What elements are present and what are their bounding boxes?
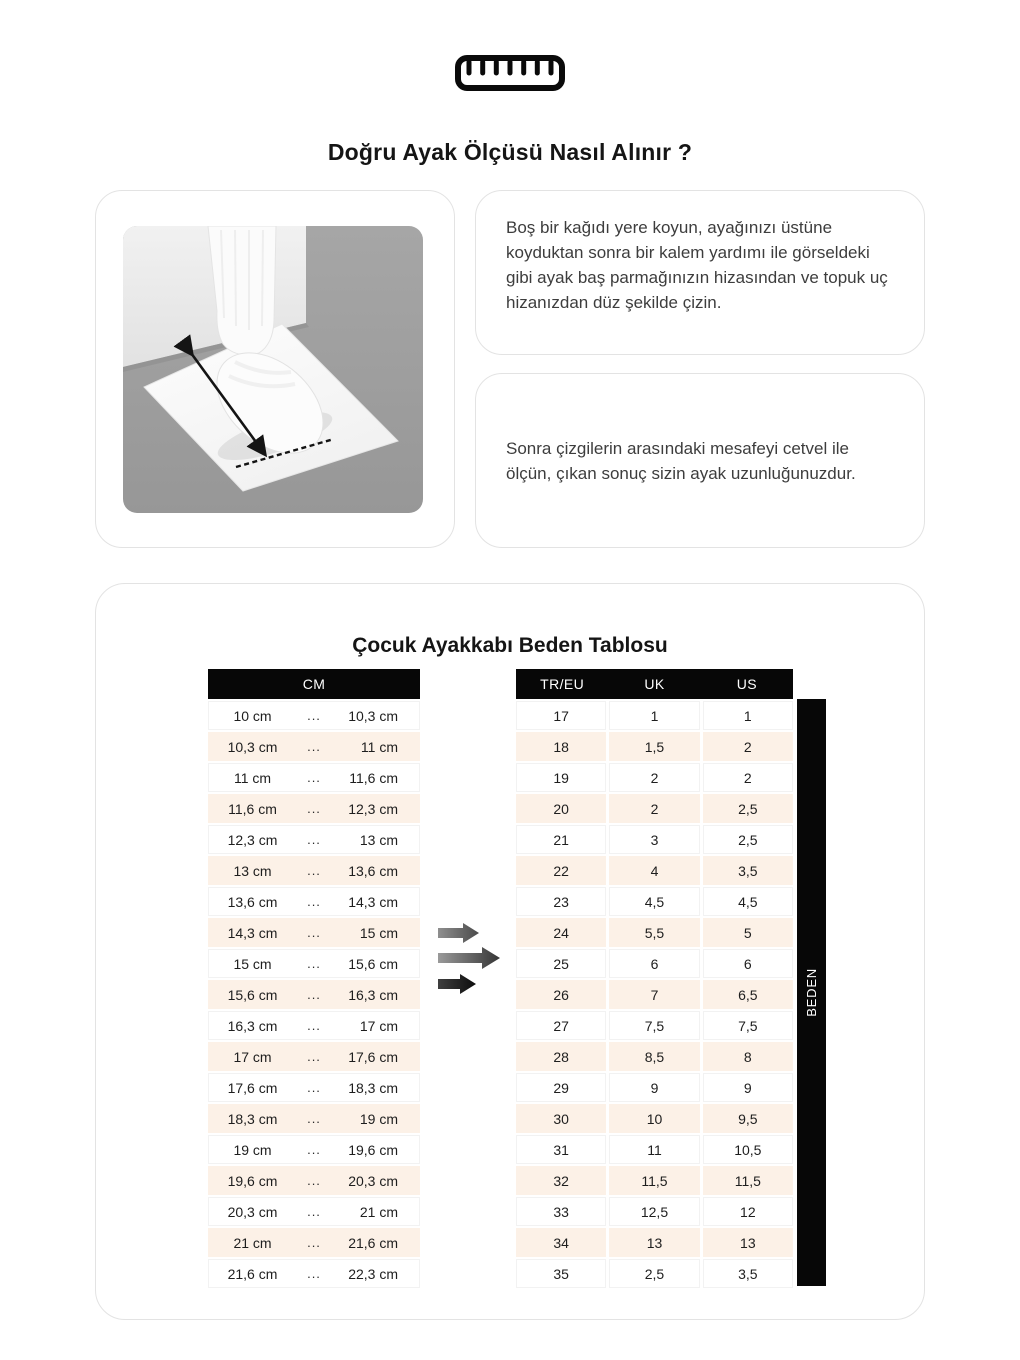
cm-to: 11,6 cm [349, 769, 398, 786]
table-row [208, 887, 420, 916]
cm-from: 12,3 cm [227, 831, 278, 848]
size-us: 2,5 [703, 825, 793, 854]
size-uk: 10 [609, 1104, 699, 1133]
instruction-card-2 [475, 373, 925, 548]
size-tr-eu: 31 [516, 1135, 606, 1164]
size-tr-eu: 29 [516, 1073, 606, 1102]
size-tr-eu: 32 [516, 1166, 606, 1195]
size-us: 3,5 [703, 1259, 793, 1288]
table-row [516, 980, 793, 1009]
instruction-card-1 [475, 190, 925, 355]
size-uk: 4,5 [609, 887, 699, 916]
size-uk: 5,5 [609, 918, 699, 947]
size-us: 3,5 [703, 856, 793, 885]
cm-sep: ... [307, 1266, 321, 1281]
cm-to: 18,3 cm [348, 1079, 398, 1096]
size-uk: 1 [609, 701, 699, 730]
table-row [208, 1197, 420, 1226]
size-tr-eu: 27 [516, 1011, 606, 1040]
size-tr-eu: 18 [516, 732, 606, 761]
size-uk: 9 [609, 1073, 699, 1102]
cm-sep: ... [307, 770, 321, 785]
table-row [208, 763, 420, 792]
size-table-header-us: US [736, 676, 757, 692]
size-table-header [516, 669, 793, 699]
table-row [208, 1042, 420, 1071]
table-row [516, 1135, 793, 1164]
cm-to: 19 cm [359, 1110, 398, 1127]
cm-to: 22,3 cm [348, 1265, 398, 1282]
beden-side-label: BEDEN [804, 968, 819, 1017]
size-tr-eu: 25 [516, 949, 606, 978]
size-tr-eu: 33 [516, 1197, 606, 1226]
ruler-icon [0, 54, 1020, 92]
size-us: 5 [703, 918, 793, 947]
cm-from: 18,3 cm [227, 1110, 278, 1127]
size-us: 7,5 [703, 1011, 793, 1040]
cm-to: 21,6 cm [348, 1234, 398, 1251]
cm-table-body [208, 701, 420, 1288]
instruction-step-1-text: Boş bir kağıdı yere koyun, ayağınızı üstüne koyduktan sonra bir kalem yardımı ile görseldeki gibi ayak baş parmağınızın hizasından ve topuk uç hizanızdan düz şekilde çizin. [506, 218, 888, 312]
cm-sep: ... [307, 863, 321, 878]
cm-table-header: CM [208, 669, 420, 699]
cm-from: 17,6 cm [227, 1079, 278, 1096]
table-row [516, 1011, 793, 1040]
size-uk: 4 [609, 856, 699, 885]
transfer-arrows-icon [436, 922, 504, 999]
size-us: 1 [703, 701, 793, 730]
size-us: 8 [703, 1042, 793, 1071]
size-uk: 6 [609, 949, 699, 978]
table-row [516, 1042, 793, 1071]
size-uk: 3 [609, 825, 699, 854]
size-us: 11,5 [703, 1166, 793, 1195]
table-row [208, 918, 420, 947]
size-uk: 11,5 [609, 1166, 699, 1195]
size-chart-title: Çocuk Ayakkabı Beden Tablosu [352, 634, 668, 658]
cm-to: 14,3 cm [348, 893, 398, 910]
size-tr-eu: 23 [516, 887, 606, 916]
size-uk: 1,5 [609, 732, 699, 761]
cm-sep: ... [307, 739, 321, 754]
table-row [516, 1166, 793, 1195]
size-us: 12 [703, 1197, 793, 1226]
size-chart-card [95, 583, 925, 1320]
size-uk: 12,5 [609, 1197, 699, 1226]
cm-to: 17,6 cm [348, 1048, 398, 1065]
size-uk: 7,5 [609, 1011, 699, 1040]
size-table-body [516, 701, 793, 1288]
cm-sep: ... [307, 1142, 321, 1157]
cm-from: 16,3 cm [227, 1017, 278, 1034]
table-row [208, 1135, 420, 1164]
size-us: 2 [703, 732, 793, 761]
cm-from: 19,6 cm [227, 1172, 278, 1189]
page-title: Doğru Ayak Ölçüsü Nasıl Alınır ? [327, 139, 693, 166]
table-row [516, 1073, 793, 1102]
size-tr-eu: 22 [516, 856, 606, 885]
size-us: 6,5 [703, 980, 793, 1009]
size-tr-eu: 17 [516, 701, 606, 730]
table-row [516, 1228, 793, 1257]
table-row [208, 732, 420, 761]
cm-sep: ... [307, 1111, 321, 1126]
size-us: 13 [703, 1228, 793, 1257]
cm-to: 13 cm [359, 831, 398, 848]
cm-to: 16,3 cm [348, 986, 398, 1003]
cm-from: 21,6 cm [227, 1265, 278, 1282]
size-us: 2 [703, 763, 793, 792]
table-row [208, 794, 420, 823]
table-row [516, 701, 793, 730]
cm-sep: ... [307, 708, 321, 723]
cm-sep: ... [307, 1018, 321, 1033]
cm-sep: ... [307, 1204, 321, 1219]
cm-sep: ... [307, 1235, 321, 1250]
cm-sep: ... [307, 801, 321, 816]
size-table-header-tr-eu: TR/EU [540, 676, 585, 692]
table-row [516, 949, 793, 978]
beden-side-bar [797, 699, 826, 1286]
table-row [516, 1104, 793, 1133]
table-row [516, 918, 793, 947]
cm-to: 12,3 cm [348, 800, 398, 817]
size-uk: 2,5 [609, 1259, 699, 1288]
cm-table [208, 669, 420, 1288]
cm-to: 15 cm [359, 924, 398, 941]
size-tr-eu: 19 [516, 763, 606, 792]
cm-to: 10,3 cm [348, 707, 398, 724]
table-row [516, 763, 793, 792]
size-tr-eu: 35 [516, 1259, 606, 1288]
cm-to: 11 cm [360, 738, 398, 755]
cm-sep: ... [307, 1173, 321, 1188]
foot-measurement-photo [123, 226, 423, 513]
size-table [516, 669, 793, 1288]
table-row [516, 732, 793, 761]
cm-from: 11,6 cm [228, 800, 277, 817]
instruction-step-2-text: Sonra çizgilerin arasındaki mesafeyi cetvel ile ölçün, çıkan sonuç sizin ayak uzunluğunuzdur. [506, 438, 856, 483]
cm-from: 15,6 cm [227, 986, 278, 1003]
cm-to: 15,6 cm [348, 955, 398, 972]
instruction-photo-card [95, 190, 455, 548]
cm-to: 13,6 cm [348, 862, 398, 879]
size-us: 9,5 [703, 1104, 793, 1133]
size-us: 6 [703, 949, 793, 978]
table-row [208, 701, 420, 730]
size-us: 4,5 [703, 887, 793, 916]
size-us: 10,5 [703, 1135, 793, 1164]
cm-from: 11 cm [233, 769, 272, 786]
cm-sep: ... [307, 832, 321, 847]
size-uk: 8,5 [609, 1042, 699, 1071]
size-uk: 2 [609, 794, 699, 823]
cm-from: 19 cm [233, 1141, 272, 1158]
cm-from: 13 cm [233, 862, 272, 879]
size-tr-eu: 21 [516, 825, 606, 854]
table-row [516, 887, 793, 916]
table-row [208, 949, 420, 978]
table-row [208, 1104, 420, 1133]
cm-sep: ... [307, 1080, 321, 1095]
table-row [208, 856, 420, 885]
table-row [208, 1228, 420, 1257]
size-uk: 13 [609, 1228, 699, 1257]
cm-to: 20,3 cm [348, 1172, 398, 1189]
cm-from: 15 cm [233, 955, 272, 972]
table-row [208, 1073, 420, 1102]
cm-to: 19,6 cm [348, 1141, 398, 1158]
cm-from: 21 cm [233, 1234, 272, 1251]
size-tr-eu: 24 [516, 918, 606, 947]
table-row [516, 825, 793, 854]
size-tr-eu: 34 [516, 1228, 606, 1257]
cm-from: 10,3 cm [227, 738, 278, 755]
size-uk: 2 [609, 763, 699, 792]
size-tr-eu: 20 [516, 794, 606, 823]
size-uk: 7 [609, 980, 699, 1009]
cm-sep: ... [307, 956, 321, 971]
cm-from: 14,3 cm [227, 924, 278, 941]
cm-to: 21 cm [359, 1203, 398, 1220]
table-row [516, 856, 793, 885]
cm-sep: ... [307, 1049, 321, 1064]
cm-from: 20,3 cm [227, 1203, 278, 1220]
size-tr-eu: 26 [516, 980, 606, 1009]
size-uk: 11 [609, 1135, 699, 1164]
size-us: 9 [703, 1073, 793, 1102]
cm-to: 17 cm [359, 1017, 398, 1034]
table-row [516, 794, 793, 823]
table-row [516, 1259, 793, 1288]
cm-sep: ... [307, 894, 321, 909]
cm-from: 13,6 cm [227, 893, 278, 910]
table-row [208, 1259, 420, 1288]
size-tr-eu: 30 [516, 1104, 606, 1133]
table-row [208, 980, 420, 1009]
cm-from: 10 cm [233, 707, 272, 724]
size-us: 2,5 [703, 794, 793, 823]
table-row [208, 1011, 420, 1040]
size-tr-eu: 28 [516, 1042, 606, 1071]
table-row [208, 1166, 420, 1195]
cm-sep: ... [307, 925, 321, 940]
table-row [208, 825, 420, 854]
cm-sep: ... [307, 987, 321, 1002]
table-row [516, 1197, 793, 1226]
cm-from: 17 cm [233, 1048, 272, 1065]
size-table-header-uk: UK [644, 676, 665, 692]
